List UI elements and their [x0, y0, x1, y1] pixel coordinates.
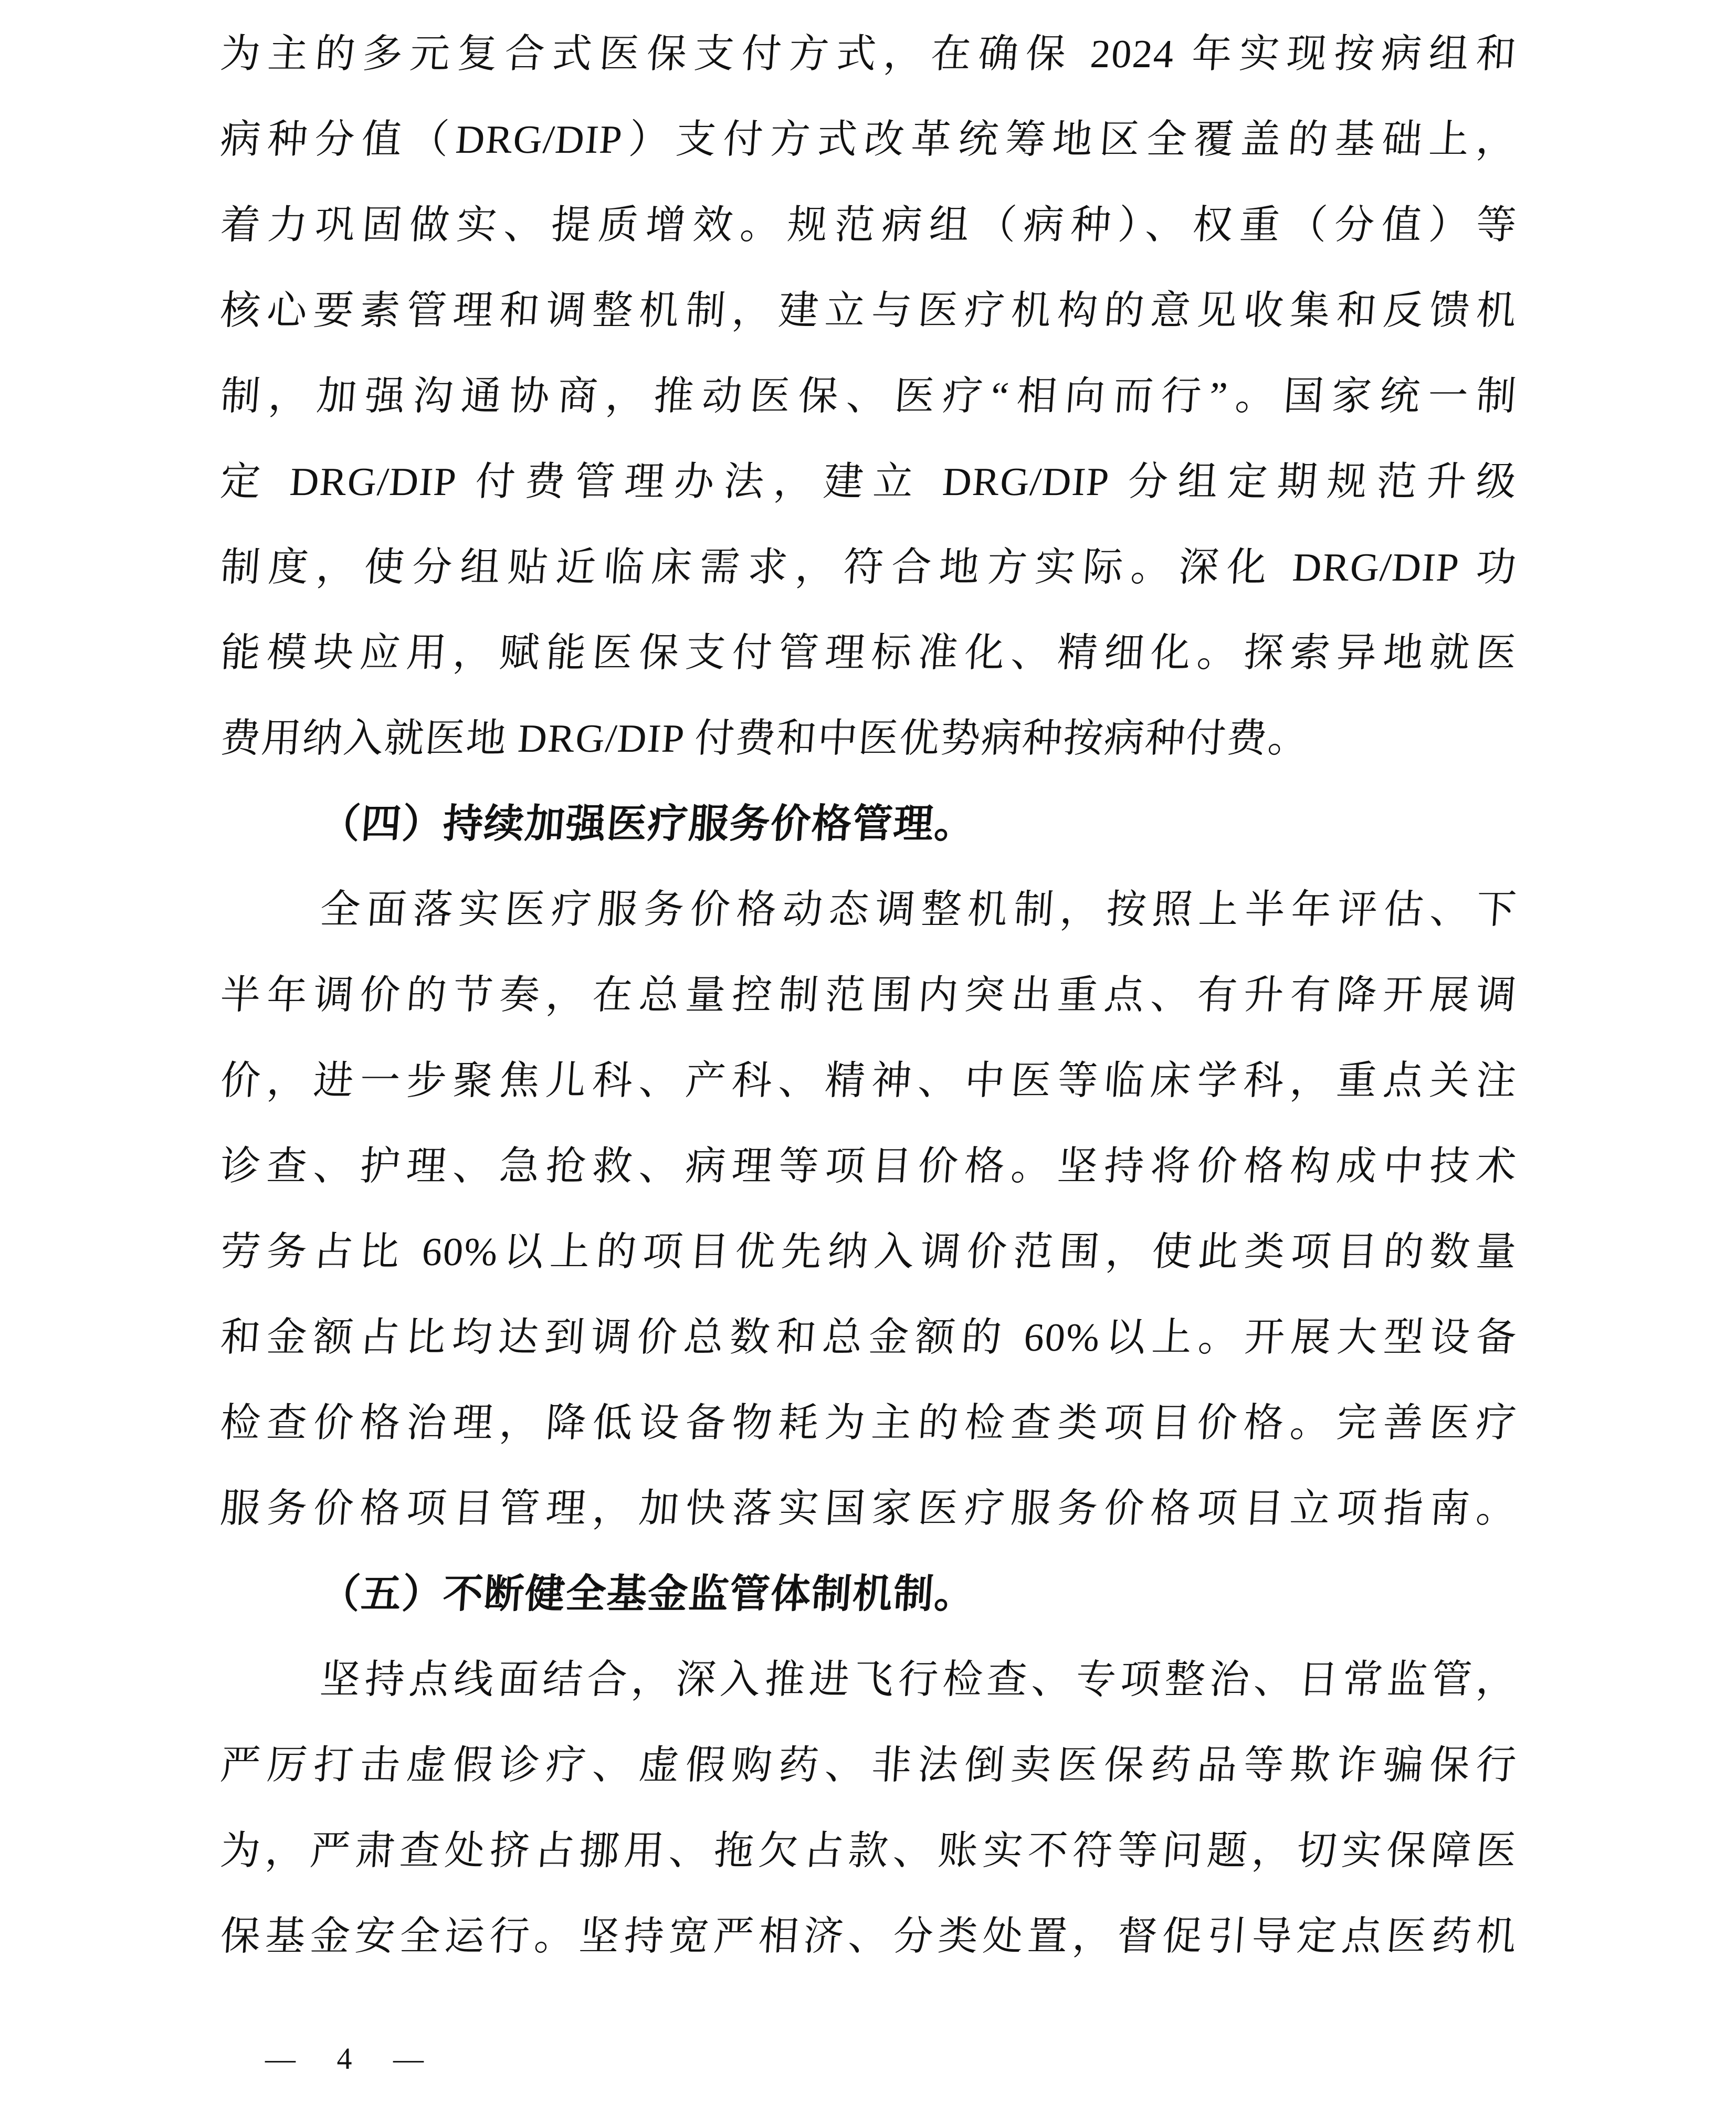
- text-line: 坚持点线面结合，深入推进飞行检查、专项整治、日常监管，: [319, 1658, 1519, 1702]
- text-line: 价，进一步聚焦儿科、产科、精神、中医等临床学科，重点关注: [219, 1059, 1519, 1103]
- document-text-block: [220, 12, 1517, 1980]
- text-line: 为，严肃查处挤占挪用、拖欠占款、账实不符等问题，切实保障医: [219, 1829, 1519, 1873]
- text-line: 严厉打击虚假诊疗、虚假购药、非法倒卖医保药品等欺诈骗保行: [219, 1743, 1519, 1787]
- page-number-footer: — 4 —: [265, 2041, 427, 2076]
- text-line: 能模块应用，赋能医保支付管理标准化、精细化。探索异地就医: [219, 631, 1519, 675]
- text-line: 病种分值（DRG/DIP）支付方式改革统筹地区全覆盖的基础上，: [219, 118, 1519, 162]
- text-line: 制度，使分组贴近临床需求，符合地方实际。深化 DRG/DIP 功: [219, 545, 1519, 590]
- text-line: 全面落实医疗服务价格动态调整机制，按照上半年评估、下: [319, 888, 1519, 932]
- text-line: 定 DRG/DIP 付费管理办法，建立 DRG/DIP 分组定期规范升级: [219, 460, 1519, 504]
- text-line: 为主的多元复合式医保支付方式，在确保 2024 年实现按病组和: [219, 32, 1519, 76]
- text-line: 保基金安全运行。坚持宽严相济、分类处置，督促引导定点医药机: [219, 1914, 1519, 1959]
- text-line: 诊查、护理、急抢救、病理等项目价格。坚持将价格构成中技术: [219, 1144, 1519, 1188]
- section-heading: （五）不断健全基金监管体制机制。: [319, 1572, 977, 1616]
- text-line: 和金额占比均达到调价总数和总金额的 60%以上。开展大型设备: [219, 1315, 1519, 1360]
- text-line: 制，加强沟通协商，推动医保、医疗“相向而行”。国家统一制: [219, 374, 1519, 418]
- text-line: 费用纳入就医地 DRG/DIP 付费和中医优势病种按病种付费。: [219, 717, 1311, 761]
- text-line: 核心要素管理和调整机制，建立与医疗机构的意见收集和反馈机: [219, 289, 1519, 333]
- section-heading: （四）持续加强医疗服务价格管理。: [319, 802, 977, 846]
- text-line: 半年调价的节奏，在总量控制范围内突出重点、有升有降开展调: [219, 973, 1519, 1017]
- text-line: 检查价格治理，降低设备物耗为主的检查类项目价格。完善医疗: [219, 1401, 1519, 1445]
- text-line: 劳务占比 60%以上的项目优先纳入调价范围，使此类项目的数量: [219, 1230, 1519, 1274]
- text-line: 服务价格项目管理，加快落实国家医疗服务价格项目立项指南。: [219, 1487, 1519, 1531]
- text-line: 着力巩固做实、提质增效。规范病组（病种）、权重（分值）等: [219, 203, 1519, 247]
